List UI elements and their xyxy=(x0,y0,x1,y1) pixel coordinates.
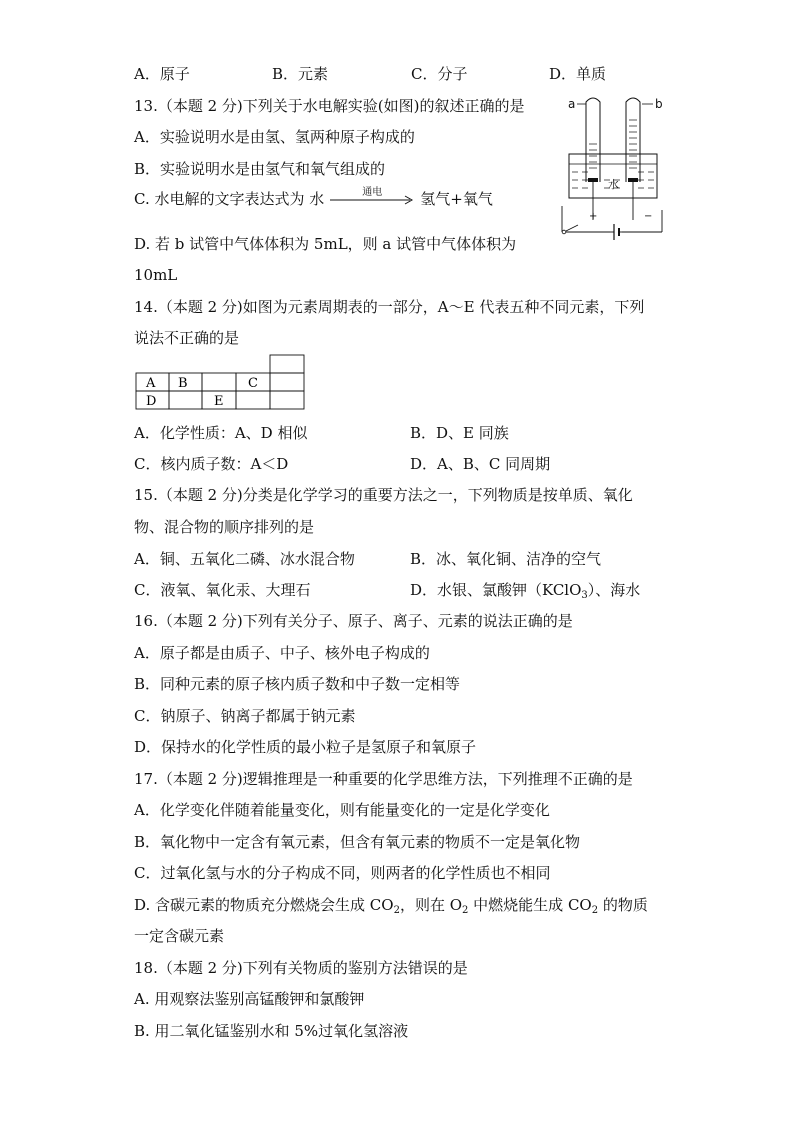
q15-option-d-tail: ）、海水 xyxy=(587,581,641,599)
q16-option-a: A．原子都是由质子、中子、核外电子构成的 xyxy=(134,644,430,662)
element-c: C xyxy=(248,376,258,391)
reaction-condition: 通电 xyxy=(362,187,383,198)
q15-option-b: B．冰、氧化铜、洁净的空气 xyxy=(410,550,602,568)
subscript: 2 xyxy=(393,905,400,916)
test-tube-b xyxy=(626,98,640,182)
q16-stem: 16.（本题 2 分)下列有关分子、原子、离子、元素的说法正确的是 xyxy=(134,612,573,630)
q12-option-d: D．单质 xyxy=(549,65,607,83)
q13-option-a: A．实验说明水是由氢、氢两种原子构成的 xyxy=(134,128,415,146)
q15-option-d xyxy=(410,580,640,600)
q12-option-b: B．元素 xyxy=(272,65,329,83)
electrode-a xyxy=(588,178,598,182)
plus-sign: + xyxy=(589,211,598,222)
q13-option-b: B．实验说明水是由氢气和氧气组成的 xyxy=(134,160,386,178)
subscript: 3 xyxy=(581,590,588,601)
q16-option-c: C．钠原子、钠离子都属于钠元素 xyxy=(134,707,356,725)
q14-option-c: C．核内质子数：A＜D xyxy=(134,455,289,473)
q15-option-d-text: D．水银、氯酸钾（KClO xyxy=(410,581,582,599)
element-d: D xyxy=(146,394,157,409)
arrow-icon xyxy=(328,195,416,205)
minus-sign: − xyxy=(644,211,653,222)
q16-option-d: D．保持水的化学性质的最小粒子是氢原子和氧原子 xyxy=(134,738,477,756)
q17-option-a: A．化学变化伴随着能量变化，则有能量变化的一定是化学变化 xyxy=(134,801,550,819)
q17-option-b: B．氧化物中一定含有氧元素，但含有氧元素的物质不一定是氧化物 xyxy=(134,833,581,851)
label-a: a xyxy=(568,97,576,111)
q14-option-b: B．D、E 同族 xyxy=(410,424,509,442)
q17-option-d-part2: ，则在 O xyxy=(399,896,463,914)
switch-icon xyxy=(562,230,566,234)
q18-stem: 18.（本题 2 分)下列有关物质的鉴别方法错误的是 xyxy=(134,959,468,977)
beaker xyxy=(569,154,657,198)
element-b: B xyxy=(178,376,188,391)
periodic-table-fragment xyxy=(135,354,307,416)
q17-stem: 17.（本题 2 分)逻辑推理是一种重要的化学思维方法，下列推理不正确的是 xyxy=(134,770,633,788)
reaction-arrow xyxy=(328,189,416,209)
q18-option-b: B. 用二氧化锰鉴别水和 5%过氧化氢溶液 xyxy=(134,1022,409,1040)
q17-option-d-part1: D. 含碳元素的物质充分燃烧会生成 CO xyxy=(134,896,394,914)
q17-option-d-part3: 中燃烧能生成 CO xyxy=(468,896,592,914)
q17-option-d-line1 xyxy=(134,895,648,915)
element-e: E xyxy=(214,394,224,409)
q15-stem-line2: 物、混合物的顺序排列的是 xyxy=(134,518,315,536)
q15-stem-line1: 15.（本题 2 分)分类是化学学习的重要方法之一，下列物质是按单质、氧化 xyxy=(134,486,633,504)
q14-option-d: D．A、B、C 同周期 xyxy=(410,455,551,473)
element-a: A xyxy=(146,376,156,391)
q13-option-c-suffix: 氢气+氧气 xyxy=(420,190,493,208)
q17-option-c: C．过氧化氢与水的分子构成不同，则两者的化学性质也不相同 xyxy=(134,864,551,882)
subscript: 2 xyxy=(462,905,469,916)
q14-stem-line2: 说法不正确的是 xyxy=(134,329,240,347)
q13-option-c xyxy=(134,189,493,209)
electrode-b xyxy=(628,178,638,182)
q18-option-a: A. 用观察法鉴别高锰酸钾和氯酸钾 xyxy=(134,990,365,1008)
q13-option-c-prefix: C. 水电解的文字表达式为 水 xyxy=(134,190,325,208)
electrolysis-apparatus xyxy=(558,92,670,244)
q14-stem-line1: 14.（本题 2 分)如图为元素周期表的一部分，A～E 代表五种不同元素，下列 xyxy=(134,298,645,316)
water-label: 水 xyxy=(608,178,619,191)
q12-option-a: A．原子 xyxy=(134,65,190,83)
subscript: 2 xyxy=(591,905,599,916)
q12-option-c: C．分子 xyxy=(411,65,468,83)
q17-option-d-part4: 的物质 xyxy=(598,896,648,914)
q13-stem: 13.（本题 2 分)下列关于水电解实验(如图)的叙述正确的是 xyxy=(134,97,525,115)
q15-option-c: C．液氧、氧化汞、大理石 xyxy=(134,581,311,599)
q16-option-b: B．同种元素的原子核内质子数和中子数一定相等 xyxy=(134,675,461,693)
q14-option-a: A．化学性质：A、D 相似 xyxy=(134,424,308,442)
q15-option-a: A．铜、五氧化二磷、冰水混合物 xyxy=(134,550,355,568)
label-b: b xyxy=(655,97,663,111)
q17-option-d-line2: 一定含碳元素 xyxy=(134,927,225,945)
q13-option-d-line1: D. 若 b 试管中气体体积为 5mL，则 a 试管中气体体积为 xyxy=(134,235,517,253)
test-tube-a xyxy=(586,98,600,182)
q13-option-d-line2: 10mL xyxy=(134,266,178,284)
